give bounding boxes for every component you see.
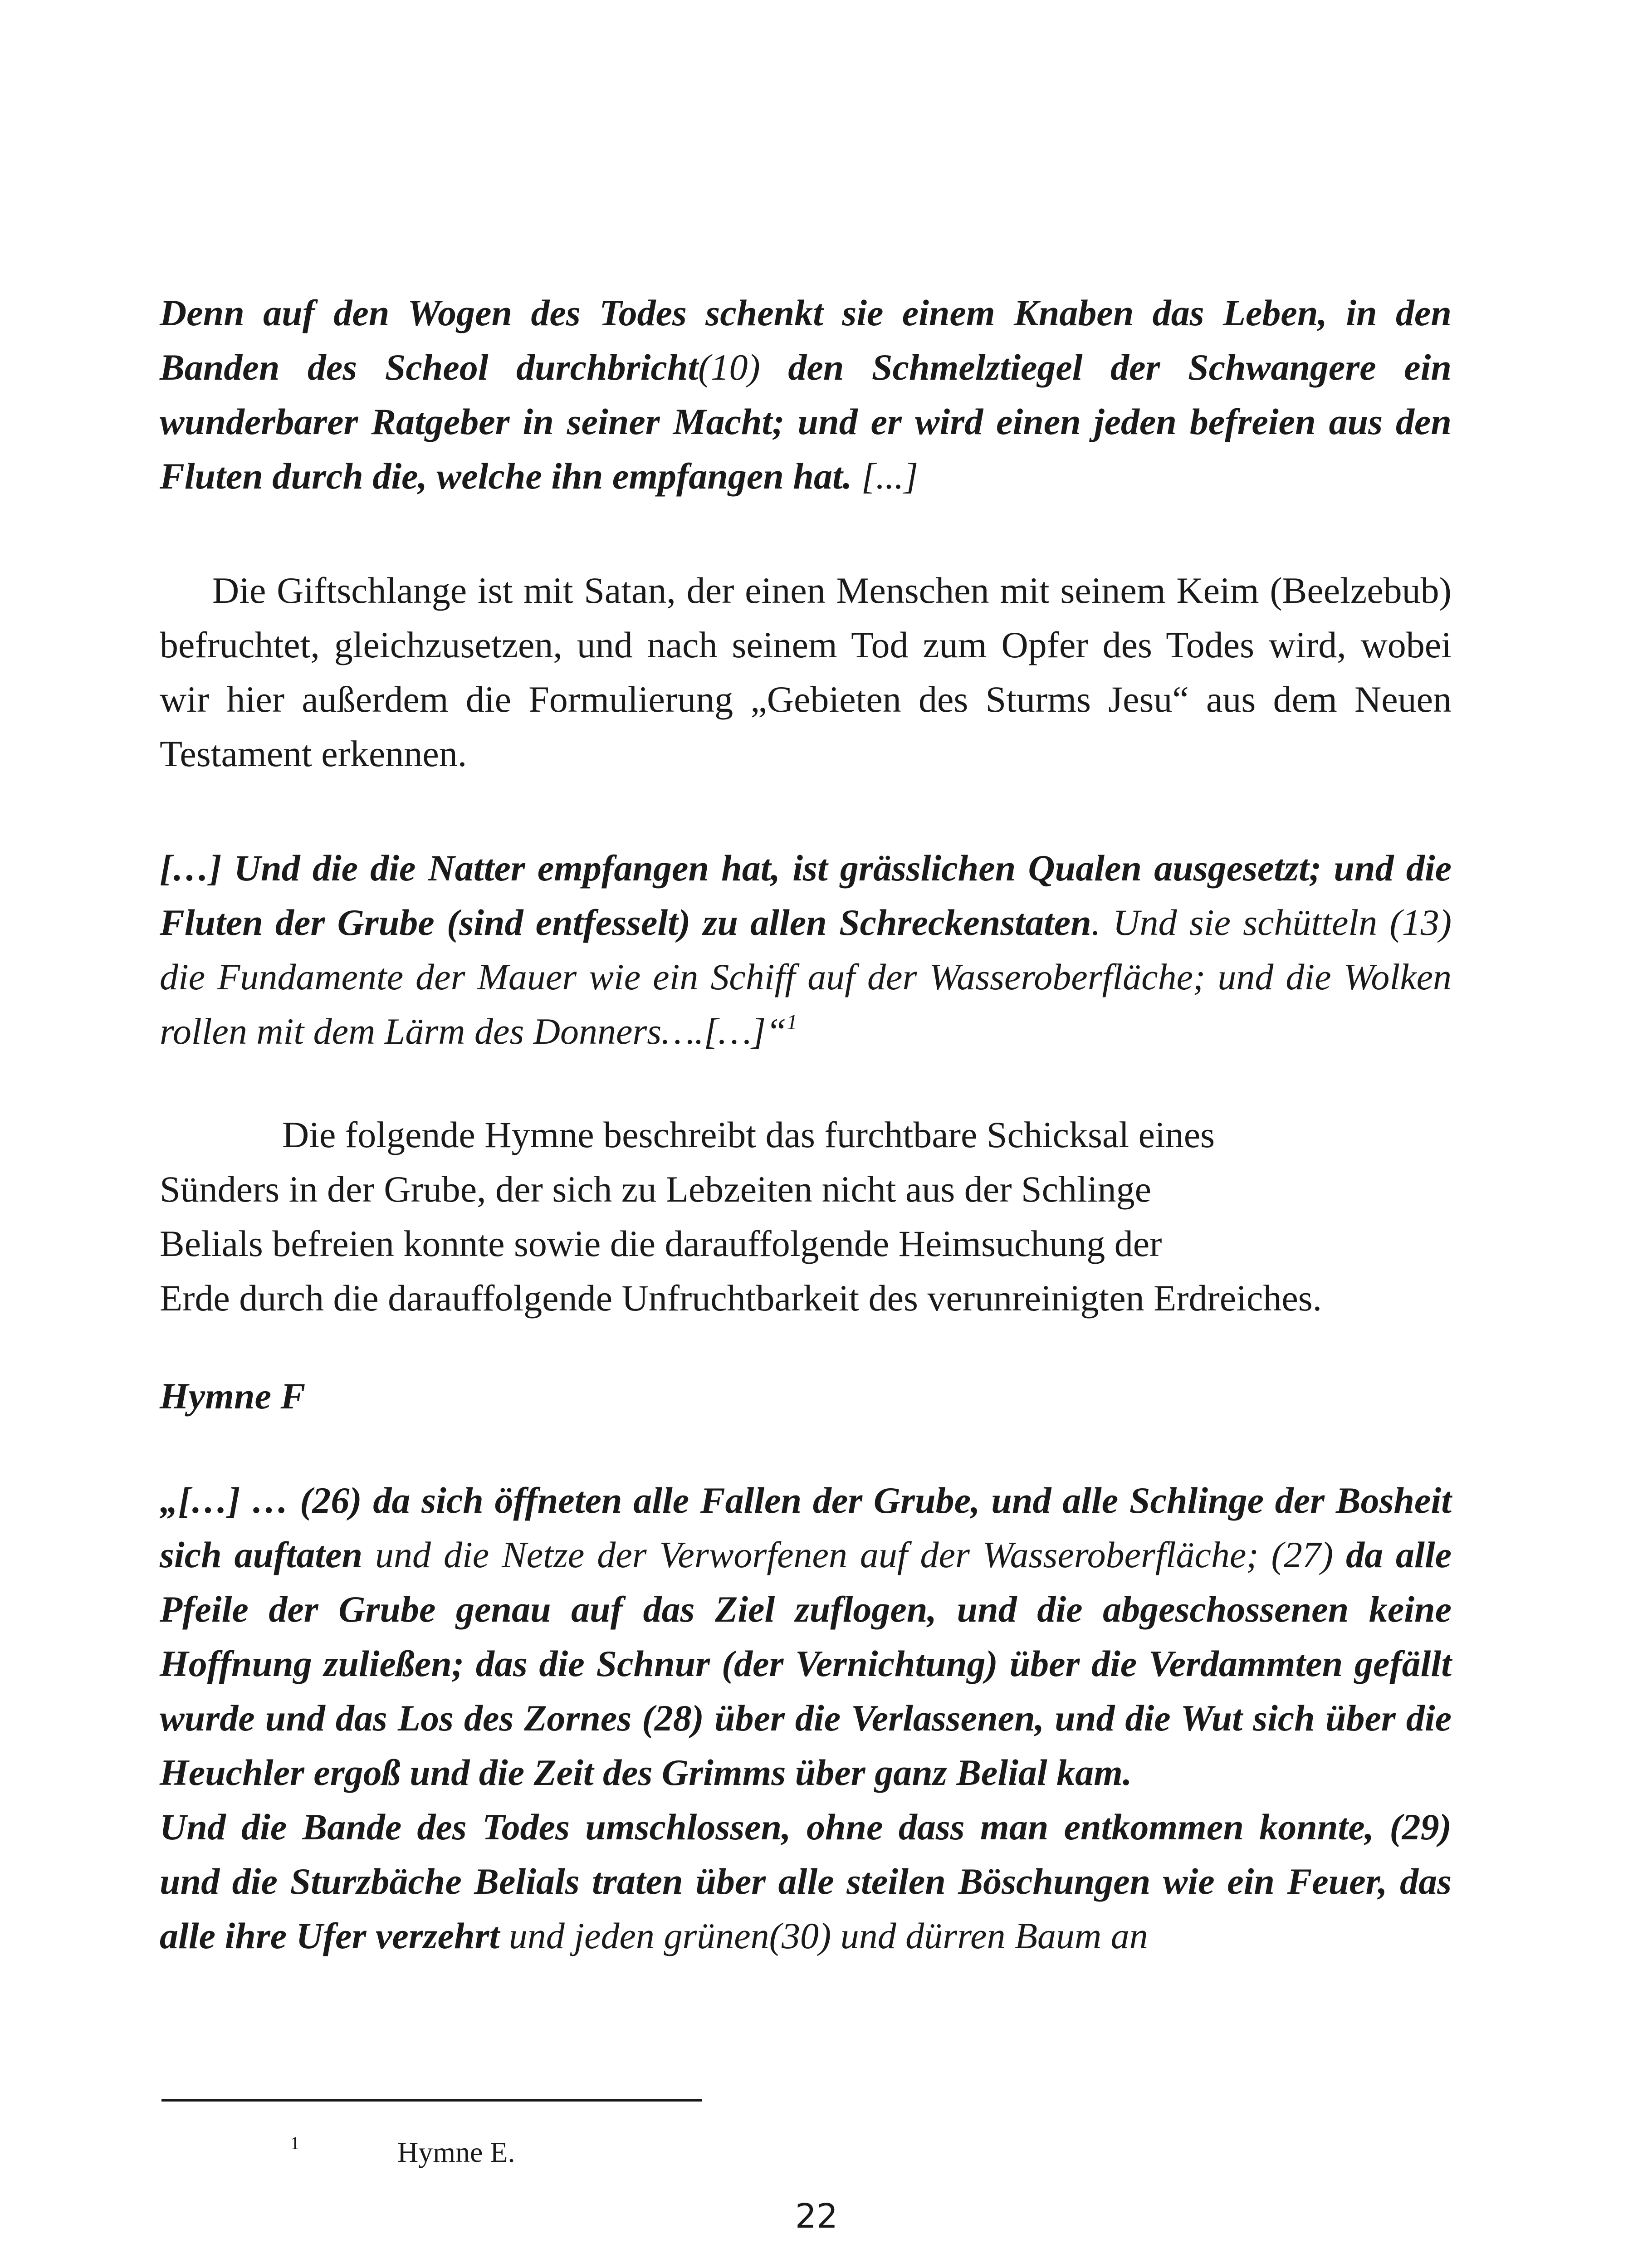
commentary-line: Erde durch die darauffolgende Unfruchtbarkeit des verunreinigten Erdreiches. <box>160 1277 1322 1319</box>
hymn-excerpt-italic-text: . Und sie schütteln (13) die Fundamente der Mauer wie ein Schiff auf der Wasseroberfläche; und die Wolken rollen mit dem Lärm des Donners….[…]“ <box>160 902 1452 1052</box>
hymn-excerpt-paragraph-2 <box>160 841 1452 1059</box>
hymn-excerpt-bold-text-continued: den Schmelztiegel der Schwangere ein wunderbarer Ratgeber in seiner Macht; und er wird einen jeden befreien aus den Fluten durch die, welche ihn empfangen hat. <box>160 347 1452 497</box>
hymn-excerpt-bold-text: Denn auf den Wogen des Todes schenkt sie einem Knaben das Leben, in den Banden des Scheol durchbricht <box>160 292 1452 388</box>
body-text <box>160 286 1452 1963</box>
commentary-paragraph-2 <box>160 1108 1452 1325</box>
commentary-paragraph-1: Die Giftschlange ist mit Satan, der einen Menschen mit seinem Keim (Beelzebub) befruchtet, gleichzusetzen, und nach seinem Tod zum Opfer des Todes wird, wobei wir hier außerdem die Formulierung „Gebieten des Sturms Jesu“ aus dem Neuen Testament erkennen. <box>160 570 1452 774</box>
commentary-line: Belials befreien konnte sowie die darauffolgende Heimsuchung der <box>160 1223 1162 1264</box>
hymn-excerpt-bold-text-continued: da alle Pfeile der Grube genau auf das Ziel zuflogen, und die abgeschossenen keine Hoffnung zuließen; das die Schnur (der Vernichtung) über die Verdammten gefällt wurde und das Los des Zornes (28) über die Verlassenen, und die Wut sich über die Heuchler ergoß und die Zeit des Grimms über ganz Belial kam. <box>160 1534 1452 1793</box>
hymn-excerpt-bold-text: „[…] … (26) da sich öffneten alle Fallen der Grube, und alle Schlinge der Bosheit sich auftaten <box>160 1480 1452 1575</box>
hymn-excerpt-italic-text: und die Netze der Verworfenen auf der Wasseroberfläche; (27) <box>362 1534 1334 1575</box>
hymn-excerpt-paragraph-4 <box>160 1800 1452 1963</box>
line-number-marker: (10) <box>698 347 760 388</box>
hymn-excerpt-bold-text: Und die Bande des Todes umschlossen, ohne dass man entkommen konnte, (29) und die Sturzbäche Belials traten über alle steilen Böschungen wie ein Feuer, das alle ihre Ufer verzehrt <box>160 1806 1452 1956</box>
section-heading: Hymne F <box>160 1375 306 1417</box>
hymn-excerpt-bold-text: […] Und die die Natter empfangen hat, ist grässlichen Qualen ausgesetzt; und die Fluten der Grube (sind entfesselt) zu allen Schreckenstaten <box>160 847 1452 943</box>
footnote-reference[interactable]: 1 <box>786 1010 797 1034</box>
footnote <box>290 2134 515 2170</box>
footnote-text: Hymne E. <box>397 2136 515 2168</box>
footnote-separator <box>161 2099 702 2102</box>
page-number: 22 <box>795 2197 838 2236</box>
commentary-line: Die folgende Hymne beschreibt das furchtbare Schicksal eines <box>282 1114 1215 1155</box>
hymn-excerpt-paragraph-3 <box>160 1473 1452 1800</box>
hymn-excerpt-italic-text: und jeden grünen(30) und dürren Baum an <box>499 1915 1148 1956</box>
commentary-line: Sünders in der Grube, der sich zu Lebzeiten nicht aus der Schlinge <box>160 1168 1151 1210</box>
ellipsis-marker: [...] <box>852 455 919 497</box>
footnote-number: 1 <box>290 2133 299 2153</box>
hymn-excerpt-paragraph-1 <box>160 286 1452 503</box>
